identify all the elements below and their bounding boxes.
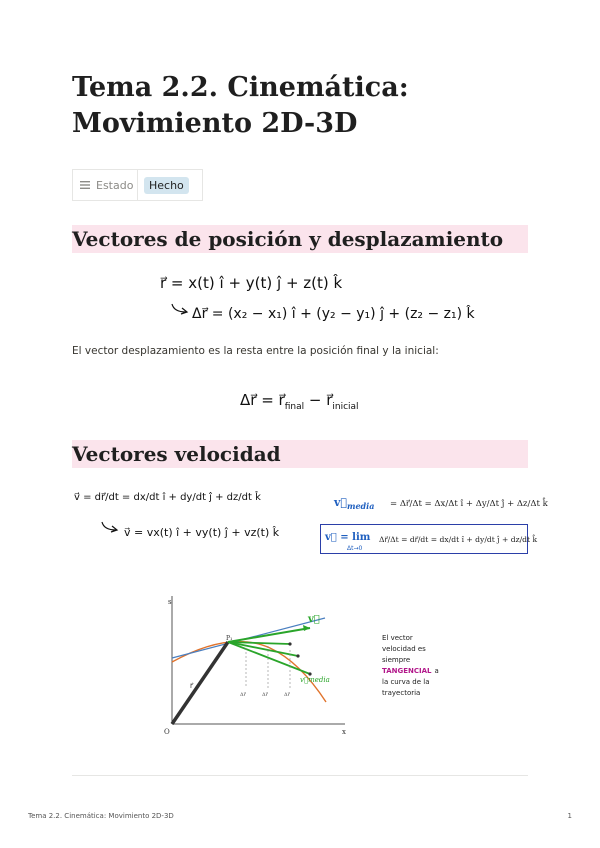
velocity-formulas xyxy=(72,482,312,548)
formula-diff-minus: − r⃗ xyxy=(304,391,333,409)
tangent-note xyxy=(382,634,439,697)
formula-diff-main: Δr⃗ = r⃗ xyxy=(240,391,285,409)
formula-v-definition: v⃗ = dr⃗/dt = dx/dt î + dy/dt ĵ + dz/dt k̂ xyxy=(74,492,261,503)
formula-displacement: Δr⃗ = (x₂ − x₁) î + (y₂ − y₁) ĵ + (z₂ − z₁) k̂ xyxy=(192,306,475,322)
label-p1: P₁ xyxy=(226,635,233,642)
mean-velocity-formula xyxy=(332,484,548,520)
box1-rhs: = Δr⃗/Δt = Δx/Δt î + Δy/Δt ĵ + Δz/Δt k̂ xyxy=(390,499,548,509)
heading-position-vectors: Vectores de posición y desplazamiento xyxy=(72,225,528,253)
arrow-head xyxy=(181,308,187,314)
formula-diff-sub2: inicial xyxy=(332,402,359,412)
box2-rhs: Δr⃗/Δt = dr⃗/dt = dx/dt î + dy/dt ĵ + dz/dt k̂ xyxy=(379,535,538,544)
box2-lhs: v⃗ = lim xyxy=(325,532,371,543)
page-number: 1 xyxy=(567,812,572,820)
position-formulas xyxy=(150,268,475,328)
page-title-line-1: Tema 2.2. Cinemática: xyxy=(72,72,409,103)
point-p2a xyxy=(288,642,291,645)
formula-position: r⃗ = x(t) î + y(t) ĵ + z(t) k̂ xyxy=(160,274,343,292)
note-highlight: TANGENCIAL xyxy=(382,667,432,675)
axis-label-x: x xyxy=(342,728,346,736)
note-line-4: a xyxy=(434,667,439,675)
label-dr-1: Δr⃗ xyxy=(240,692,246,698)
status-tag[interactable]: Hecho xyxy=(144,177,189,194)
page-title-line-2: Movimiento 2D-3D xyxy=(72,108,358,139)
svg-text:v⃗media xyxy=(333,496,374,511)
instant-velocity-formula xyxy=(321,525,538,553)
box1-lhs: v⃗ xyxy=(334,496,347,509)
status-property-name xyxy=(73,179,137,192)
status-property[interactable] xyxy=(72,169,203,201)
velocity-arrowhead xyxy=(303,625,310,631)
velocity-figure xyxy=(150,590,470,740)
instant-velocity-box xyxy=(320,524,538,554)
status-label: Estado xyxy=(96,178,134,192)
point-p2b xyxy=(296,654,299,657)
note-line-3: siempre xyxy=(382,656,411,664)
svg-text:Δr⃗ = r⃗final − r⃗inicial xyxy=(240,391,359,412)
formula-v-components: v⃗ = vx(t) î + vy(t) ĵ + vz(t) k̂ xyxy=(124,526,280,539)
position-vector xyxy=(172,642,228,724)
page-title xyxy=(72,70,532,142)
box1-sub: media xyxy=(347,501,375,511)
heading-velocity-vectors: Vectores velocidad xyxy=(72,440,528,468)
status-value-cell[interactable] xyxy=(137,170,189,200)
label-dr-3: Δr⃗ xyxy=(284,692,290,698)
box2-lim: Δt→0 xyxy=(347,545,363,552)
note-line-5: la curva de la xyxy=(382,678,430,686)
label-v-media: v⃗media xyxy=(300,676,330,684)
arrow-hook xyxy=(172,304,186,312)
label-dr-2: Δr⃗ xyxy=(262,692,268,698)
arrow-head-2 xyxy=(111,526,117,532)
note-line-1: El vector xyxy=(382,634,413,642)
axis-label-s: s xyxy=(168,598,172,606)
note-line-6: trayectoria xyxy=(382,689,421,697)
footer-title: Tema 2.2. Cinemática: Movimiento 2D-3D xyxy=(28,812,174,820)
axis-label-o: O xyxy=(164,728,170,736)
arrow-hook-2 xyxy=(102,522,116,530)
footer-divider xyxy=(72,775,528,776)
velocity-vector xyxy=(228,628,310,642)
list-icon xyxy=(80,181,90,189)
formula-diff-sub1: final xyxy=(284,402,305,412)
label-r: r⃗ xyxy=(190,682,193,690)
label-v: v⃗ xyxy=(308,614,320,625)
note-line-2: velocidad es xyxy=(382,645,426,653)
svg-text:TANGENCIALa xyxy=(382,667,439,675)
displacement-paragraph: El vector desplazamiento es la resta entre la posición final y la inicial: xyxy=(72,345,439,357)
difference-formula xyxy=(238,385,388,417)
